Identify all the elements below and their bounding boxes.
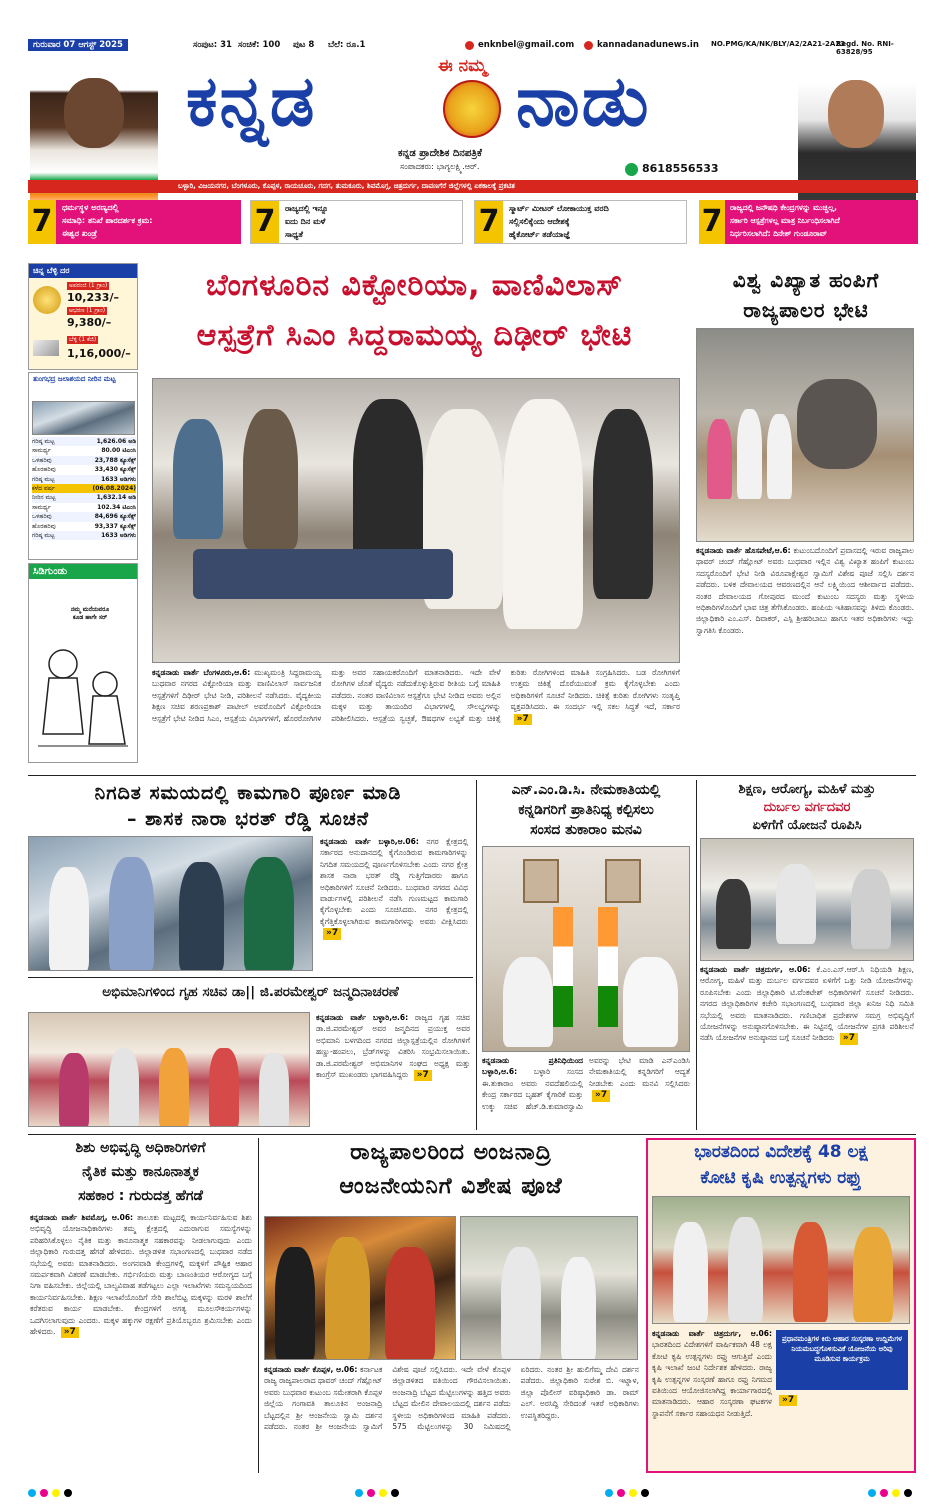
export-dateline: ಕನ್ನಡನಾಡು ವಾರ್ತೆ ಚಿತ್ರದುರ್ಗ, ಆ.06: — [652, 1329, 772, 1338]
export-continued-link[interactable]: »7 — [779, 1395, 797, 1406]
teaser-2-line-2: ಐದು ದಿನ ಮಳೆ — [285, 217, 326, 226]
bharath-continued-link[interactable]: »7 — [323, 928, 341, 939]
export-body — [652, 1328, 772, 1470]
teaser-3-line-1: ಸ್ಮಾರ್ಟ್ ಮೀಟರ್ ಲೋಕಾಯುಕ್ತ ವರದಿ — [509, 204, 609, 213]
child-continued-link[interactable]: »7 — [61, 1327, 79, 1338]
dam-stat-row — [32, 437, 136, 446]
dam-stat-label: ಗರಿಷ್ಠ ಮಟ್ಟ — [32, 532, 55, 540]
teaser-strip — [28, 200, 918, 244]
dam-stat-label: ಸಾಮರ್ಥ್ಯ — [32, 503, 51, 511]
dam-stat-label: ಗರಿಷ್ಠ ಮಟ್ಟ — [32, 475, 55, 483]
nmdc-body — [482, 1055, 690, 1130]
dam-stat-label: ಹೊರಹರಿವು — [32, 466, 56, 474]
parameshwar-continued-link[interactable]: »7 — [414, 1070, 432, 1081]
dam-stat-label: ನೀರಿನ ಮಟ್ಟ — [32, 494, 56, 502]
gold-22-value: 9,380/– — [67, 316, 112, 329]
gold-24-value: 10,233/– — [67, 291, 119, 304]
teaser-4-line-2: ಸರ್ಕಾರಿ ಆಸ್ಪತ್ರೆಗಳಲ್ಲ ಮಾತ್ರ ನಿರ್ಬಂಧಿಸಲಾಗಿದೆ — [730, 216, 840, 225]
teaser-1-number: 7 — [28, 200, 56, 244]
dam-stat-value: 93,337 ಕ್ಯೂಸೆಕ್ಸ್ — [94, 522, 136, 530]
silver-value: 1,16,000/– — [67, 347, 131, 360]
print-registration-center — [355, 1482, 403, 1501]
education-dateline: ಕನ್ನಡನಾಡು ವಾರ್ತೆ ಚಿತ್ರದುರ್ಗ, ಆ.06: — [700, 965, 811, 974]
section-divider-1 — [28, 775, 916, 776]
dam-stat-value: 102.34 ಟಿಎಂಸಿ — [97, 503, 136, 511]
dam-stat-value: 1,626.06 ಅಡಿ — [96, 438, 136, 445]
teaser-3-line-2: ಸಲ್ಲಿಸಲಿಕ್ಕೆಂದು ಆದೇಶಕ್ಕೆ — [509, 217, 570, 226]
lead-photo-hospital-visit — [152, 378, 680, 663]
dam-stat-row — [32, 456, 136, 465]
dam-stat-value: 84,696 ಕ್ಯೂಸೆಕ್ಸ್ — [94, 513, 136, 521]
dam-stat-value: 1633 ಅಡಿಗಳು — [101, 475, 136, 483]
export-body-extra — [776, 1394, 908, 1470]
nmdc-continued-link[interactable]: »7 — [592, 1090, 610, 1101]
export-headline-1[interactable]: ಭಾರತದಿಂದ ವಿದೇಶಕ್ಕೆ 48 ಲಕ್ಷ — [694, 1142, 868, 1162]
print-registration-right — [605, 1482, 653, 1501]
dam-stat-label: ಹೊರಹರಿವು — [32, 522, 56, 530]
email-icon — [465, 41, 474, 50]
dam-stat-value: (06.08.2024) — [92, 485, 136, 493]
teaser-4-number: 7 — [699, 200, 725, 244]
dam-stats — [32, 437, 136, 540]
rni-regn: Regd. No. RNI- 63828/95 — [836, 40, 894, 56]
print-registration-left — [28, 1482, 76, 1501]
export-highlight-box: ಪ್ರಧಾನಮಂತ್ರಿಗಳ ಕಿರು ಆಹಾರ ಸಂಸ್ಕರಣಾ ಉದ್ದಿಮೆಗಳ ನಿಯಮಬದ್ಧಗೊಳಿಸುವಿಕೆ ಯೋಜನೆಯ ಅರಿವು ಮೂಡಿಸುವ ಕಾರ್ಯಕ್ರಮ — [776, 1330, 908, 1390]
education-headline-3[interactable]: ಏಳಿಗೆಗೆ ಯೋಜನೆ ರೂಪಿಸಿ — [752, 818, 862, 833]
dam-stat-row — [32, 531, 136, 540]
bharath-body-text: ನಗರ ಕ್ಷೇತ್ರದಲ್ಲಿ ಸರ್ಕಾರದ ಅನುದಾನದಲ್ಲಿ ಕೈಗೊಂಡಿರುವ ಕಾಮಗಾರಿಗಳನ್ನು ನಿಗದಿತ ಸಮಯದಲ್ಲಿ ಪೂರ್ಣಗೊಳಿಸಬೇಕು ಎಂದು ನಗರ ಕ್ಷೇತ್ರ ಶಾಸಕ ನಾರಾ ಭರತ್ ರೆಡ್ಡಿ ಗುತ್ತಿಗೆದಾರರು ಹಾಗೂ ಅಧಿಕಾರಿಗಳಿಗೆ ಸೂಚನೆ ನೀಡಿದರು. ಬುಧವಾರ ನಗರದ ವಿವಿಧ ವಾರ್ಡುಗಳಲ್ಲಿ ಪರಿಶೀಲನೆ ನಡೆಸಿ ಗುಣಮಟ್ಟದ ಕಾಮಗಾರಿ ಕೈಗೊಳ್ಳಬೇಕು ಎಂದು ಸೂಚಿಸಿದರು. ನಗರ ಕ್ಷೇತ್ರದಲ್ಲಿ ಕೈಗೆತ್ತಿಕೊಳ್ಳಲಾಗಿರುವ ಕಾಮಗಾರಿಗಳನ್ನು ಅವರು ವೀಕ್ಷಿಸಿದರು — [320, 837, 468, 926]
issue-price: ಬೆಲೆ: ರೂ.1 — [328, 40, 366, 50]
cartoon-title: ಸಿಡಿಗುಂಡು — [29, 564, 137, 579]
nmdc-photo — [482, 846, 690, 1052]
gold-title: ಚಿನ್ನ ಬೆಳ್ಳಿ ದರ — [29, 264, 137, 278]
hampi-photo-elephant — [696, 328, 914, 542]
column-divider-anjanadri — [258, 1138, 259, 1473]
karnataka-map-emblem — [443, 80, 501, 138]
paper-title-left: ಕನ್ನಡ — [186, 60, 317, 142]
issue-date: ಗುರುವಾರ 07 ಆಗಸ್ಟ್ 2025 — [28, 39, 128, 51]
lead-continued-link[interactable]: »7 — [514, 714, 532, 725]
dam-stat-label: ಒಳಹರಿವು — [32, 513, 52, 521]
phone-icon — [625, 163, 638, 176]
dam-stat-label: ಸಾಮರ್ಥ್ಯ — [32, 447, 51, 455]
anjanadri-photo-steps — [460, 1216, 638, 1360]
lead-body — [152, 667, 680, 769]
anjanadri-body-text: ಕರ್ನಾಟಕ ರಾಜ್ಯ ರಾಜ್ಯಪಾಲರಾದ ಥಾವರ್ ಚಂದ್ ಗೆಹ್ಲೋಟ್ ಅವರು ಬುಧವಾರ ಕುಟುಂಬ ಸಮೇತರಾಗಿ ಕೊಪ್ಪಳ ಜಿಲ್ಲೆಯ ಗಂಗಾವತಿ ತಾಲೂಕಿನ ಅಂಜನಾದ್ರಿ ಬೆಟ್ಟದಲ್ಲಿನ ಶ್ರೀ ಆಂಜನೇಯ ಸ್ವಾಮಿ ದರ್ಶನ ಪಡೆದರು. ನಂತರ ಶ್ರೀ ಆಂಜನೇಯ ಸ್ವಾಮಿಗೆ ವಿಶೇಷ ಪೂಜೆ ಸಲ್ಲಿಸಿದರು. ಇದೇ ವೇಳೆ ಕೊಪ್ಪಳ ಜಿಲ್ಲಾಡಳಿತದ ವತಿಯಿಂದ ಗೌರವಿಸಲಾಯಿತು. ಅಂಜನಾದ್ರಿ ಬೆಟ್ಟದ ಮೆಟ್ಟಿಲುಗಳನ್ನು ಹತ್ತಿದ ಅವರು ಬೆಟ್ಟದ ಮೇಲಿನ ದೇವಾಲಯದಲ್ಲಿ ದರ್ಶನ ಪಡೆದು ಸ್ಥಳೀಯ ಅಧಿಕಾರಿಗಳಿಂದ ಮಾಹಿತಿ ಪಡೆದರು. 575 ಮೆಟ್ಟಿಲುಗಳನ್ನು 30 ನಿಮಿಷದಲ್ಲಿ ಏರಿದರು. ನಂತರ ಶ್ರೀ ಹುಲಿಗೆಮ್ಮ ದೇವಿ ದರ್ಶನ ಪಡೆದರು. ಜಿಲ್ಲಾಧಿಕಾರಿ ಸುರೇಶ ಬಿ. ಇಟ್ನಾಳ, ಜಿಲ್ಲಾ ಪೊಲೀಸ್ ವರಿಷ್ಠಾಧಿಕಾರಿ ಡಾ. ರಾಮ್ ಎಲ್. ಅರಸಿದ್ದಿ ಸೇರಿದಂತೆ ಇತರೆ ಅಧಿಕಾರಿಗಳು ಉಪಸ್ಥಿತರಿದ್ದರು. — [264, 1365, 639, 1432]
issue-number: ಸಂಚಿಕೆ: 100 — [238, 40, 281, 50]
dam-stat-row — [32, 484, 136, 493]
sidebar-cartoon-box — [28, 563, 138, 763]
dam-stat-label: ಒಳಹರಿವು — [32, 456, 52, 464]
masthead — [28, 38, 918, 248]
dam-stat-row — [32, 493, 136, 502]
postal-regn: NO.PMG/KA/NK/BLY/A2/2A21-2A23 — [711, 40, 846, 48]
cartoon-drawing — [33, 634, 133, 754]
anjanadri-photo-temple — [264, 1216, 456, 1360]
silver-bar-icon — [33, 340, 59, 356]
teaser-4[interactable] — [699, 200, 918, 244]
anjanadri-body — [264, 1364, 639, 1472]
nmdc-headline-3[interactable]: ಸಂಸದ ತುಕಾರಾಂ ಮನವಿ — [530, 822, 642, 838]
hampi-headline-1[interactable]: ವಿಶ್ವ ವಿಖ್ಯಾತ ಹಂಪಿಗೆ — [732, 268, 880, 292]
editions-strip: ಬಳ್ಳಾರಿ, ವಿಜಯನಗರ, ಬೆಂಗಳೂರು, ಕೊಪ್ಪಳ, ರಾಯಚೂರು, ಗದಗ, ತುಮಕೂರು, ಶಿವಮೊಗ್ಗ, ಚಿತ್ರದುರ್ಗ, ದಾವಣಗೆರೆ ಜಿಲ್ಲೆಗಳಲ್ಲಿ ಏಕಕಾಲಕ್ಕೆ ಪ್ರಕಟಿತ — [28, 180, 918, 193]
anjanadri-dateline: ಕನ್ನಡನಾಡು ವಾರ್ತೆ ಕೊಪ್ಪಳ, ಆ.06: — [264, 1365, 358, 1374]
sidebar-dam-box — [28, 372, 138, 560]
export-body-text: ಭಾರತದಿಂದ ವಿದೇಶಗಳಿಗೆ ವಾರ್ಷಿಕವಾಗಿ 48 ಲಕ್ಷ ಕೋಟಿ ಕೃಷಿ ಉತ್ಪನ್ನಗಳು ರಫ್ತು ಆಗುತ್ತಿವೆ ಎಂದು ಕೃಷಿ ಇಲಾಖೆ ಜಂಟಿ ನಿರ್ದೇಶಕ ಹೇಳಿದರು. ರಾಜ್ಯ ಕೃಷಿ ಉತ್ಪನ್ನಗಳ ಸಂಸ್ಕರಣೆ ಹಾಗೂ ರಫ್ತು ನಿಗಮದ ವತಿಯಿಂದ ಆಯೋಜಿಸಲಾಗಿದ್ದ ಕಾರ್ಯಾಗಾರದಲ್ಲಿ ಮಾತನಾಡಿದರು. ಆಹಾರ ಸಂಸ್ಕರಣಾ ಘಟಕಗಳ ಸ್ಥಾಪನೆಗೆ ಸರ್ಕಾರ ಸಹಾಯಧನ ನೀಡುತ್ತಿದೆ. — [652, 1340, 772, 1418]
dam-stat-value: 33,430 ಕ್ಯೂಸೆಕ್ಸ್ — [94, 466, 136, 474]
child-headline-2[interactable]: ನೈತಿಕ ಮತ್ತು ಕಾನೂನಾತ್ಮಕ — [82, 1164, 199, 1180]
web-icon — [584, 41, 593, 50]
column-divider-nmdc — [476, 780, 477, 1130]
anjanadri-headline-2[interactable]: ಆಂಜನೇಯನಿಗೆ ವಿಶೇಷ ಪೂಜೆ — [339, 1174, 563, 1199]
anjanadri-headline-1[interactable]: ರಾಜ್ಯಪಾಲರಿಂದ ಅಂಜನಾದ್ರಿ — [350, 1140, 552, 1165]
section-divider-3 — [28, 1134, 916, 1135]
phone-number[interactable]: 8618556533 — [642, 162, 719, 175]
dam-stat-row — [32, 446, 136, 455]
print-registration-far-right — [868, 1482, 916, 1501]
education-headline-1[interactable]: ಶಿಕ್ಷಣ, ಆರೋಗ್ಯ, ಮಹಿಳೆ ಮತ್ತು — [738, 782, 876, 797]
teaser-3-line-3: ಹೈಕೋರ್ಟ್ ತಡೆಯಾಜ್ಞೆ — [509, 230, 571, 239]
column-divider-education — [696, 780, 697, 1130]
child-body-text: ತಾಲೂಕು ಮಟ್ಟದಲ್ಲಿ ಕಾರ್ಯನಿರ್ವಹಿಸುವ ಶಿಶು ಅಭಿವೃದ್ಧಿ ಯೋಜನಾಧಿಕಾರಿಗಳು ತಮ್ಮ ಕ್ಷೇತ್ರದಲ್ಲಿ ಎದುರಾಗುವ ಸಮಸ್ಯೆಗಳನ್ನು ಪರಿಹರಿಸಿಕೊಳ್ಳಲು ನೈತಿಕ ಮತ್ತು ಕಾನೂನಾತ್ಮಕ ಸಹಕಾರವನ್ನು ನೀಡಲಾಗುವುದು ಎಂದು ಜಿಲ್ಲಾಧಿಕಾರಿ ಗುರುದತ್ತ ಹೆಗಡೆ ಹೇಳಿದರು. ಜಿಲ್ಲಾಡಳಿತ ಸಭಾಂಗಣದಲ್ಲಿ ಬುಧವಾರ ನಡೆದ ಸಭೆಯಲ್ಲಿ ಅವರು ಮಾತನಾಡಿದರು. ಅಂಗನವಾಡಿ ಕೇಂದ್ರಗಳಲ್ಲಿ ಮಕ್ಕಳಿಗೆ ಪೌಷ್ಟಿಕ ಆಹಾರ ಸಮರ್ಪಕವಾಗಿ ವಿತರಣೆ ಮಾಡಬೇಕು. ಗರ್ಭಿಣಿಯರು ಮತ್ತು ಬಾಣಂತಿಯರ ಆರೋಗ್ಯದ ಬಗ್ಗೆ ನಿಗಾ ವಹಿಸಬೇಕು. ಜಿಲ್ಲೆಯಲ್ಲಿ ಬಾಲ್ಯವಿವಾಹ ತಡೆಗಟ್ಟಲು ಎಲ್ಲಾ ಇಲಾಖೆಗಳು ಸಮನ್ವಯದಿಂದ ಕಾರ್ಯನಿರ್ವಹಿಸಬೇಕು. ಶಿಕ್ಷಣ ಇಲಾಖೆಯೊಂದಿಗೆ ಸೇರಿ ಶಾಲೆಬಿಟ್ಟ ಮಕ್ಕಳನ್ನು ಮರಳಿ ಶಾಲೆಗೆ ಕರೆತರುವ ಕಾರ್ಯ ಮಾಡಬೇಕು. ಕೇಂದ್ರಗಳಿಗೆ ಅಗತ್ಯ ಮೂಲಸೌಕರ್ಯಗಳನ್ನು ಒದಗಿಸಲಾಗುವುದು ಎಂದರು. ಮಕ್ಕಳ ಹಕ್ಕುಗಳ ರಕ್ಷಣೆಗೆ ಪ್ರತಿಯೊಬ್ಬರೂ ಶ್ರಮಿಸಬೇಕು ಎಂದು ಹೇಳಿದರು. — [30, 1213, 252, 1337]
nmdc-headline-2[interactable]: ಕನ್ನಡಿಗರಿಗೆ ಪ್ರಾತಿನಿಧ್ಯ ಕಲ್ಪಿಸಲು — [518, 802, 654, 818]
child-body — [30, 1212, 252, 1472]
dam-stat-value: 23,788 ಕ್ಯೂಸೆಕ್ಸ್ — [94, 456, 136, 464]
paper-title-right: ನಾಡು — [516, 60, 651, 142]
issue-pages: ಪುಟ 8 — [293, 40, 315, 50]
dam-stat-value: 1,632.14 ಅಡಿ — [96, 494, 136, 502]
website-link[interactable]: kannadanadunews.in — [597, 40, 699, 50]
child-headline-1[interactable]: ಶಿಶು ಅಭಿವೃದ್ಧಿ ಅಧಿಕಾರಿಗಳಿಗೆ — [75, 1140, 206, 1156]
gold-22-label: ಆಭರಣ (1 ಗ್ರಾಂ) — [69, 307, 106, 314]
parameshwar-body — [316, 1012, 470, 1130]
dam-stat-label: ಕಳೆದ ವರ್ಷ — [32, 485, 56, 493]
bharath-body — [320, 836, 468, 971]
parameshwar-body-text: ರಾಜ್ಯದ ಗೃಹ ಸಚಿವ ಡಾ.ಜಿ.ಪರಮೇಶ್ವರ್ ಅವರ ಜನ್ಮದಿನದ ಪ್ರಯುಕ್ತ ಅವರ ಅಭಿಮಾನಿ ಬಳಗದಿಂದ ನಗರದ ಜಿಲ್ಲಾಸ್ಪತ್ರೆಯಲ್ಲಿನ ರೋಗಿಗಳಿಗೆ ಹಣ್ಣು-ಹಂಪಲು, ಬ್ರೆಡ್‌ಗಳನ್ನು ವಿತರಿಸಿ ಸಂಭ್ರಮಿಸಲಾಯಿತು. ಡಾ.ಜಿ.ಪರಮೇಶ್ವರ್ ಅಭಿಮಾನಿಗಳ ಸಂಘದ ಅಧ್ಯಕ್ಷ ಮತ್ತು ಕಾಂಗ್ರೆಸ್ ಮುಖಂಡರು ಭಾಗವಹಿಸಿದ್ದರು — [316, 1013, 470, 1080]
teaser-1-line-2: ಸಮಾಧಿ: ತನಿಖೆ ಪಾರದರ್ಶಕ ಕ್ರಮ: — [62, 216, 153, 225]
teaser-3[interactable] — [474, 200, 687, 244]
lead-body-text: ಮುಖ್ಯಮಂತ್ರಿ ಸಿದ್ದರಾಮಯ್ಯ ಬುಧವಾರ ನಗರದ ವಿಕ್ಟೋರಿಯಾ ಮತ್ತು ವಾಣಿವಿಲಾಸ್ ಸಾರ್ವಜನಿಕ ಆಸ್ಪತ್ರೆಗಳಿಗೆ ದಿಢೀರ್ ಭೇಟಿ ನೀಡಿ, ಪರಿಶೀಲನೆ ನಡೆಸಿದರು. ವೈದ್ಯಕೀಯ ಶಿಕ್ಷಣ ಸಚಿವ ಶರಣಪ್ರಕಾಶ್ ಪಾಟೀಲ್ ಅವರೊಂದಿಗೆ ವಿಕ್ಟೋರಿಯಾ ಆಸ್ಪತ್ರೆಗೆ ಭೇಟಿ ನೀಡಿದ ಸಿಎಂ, ಆಸ್ಪತ್ರೆಯ ವಿಭಾಗಗಳಿಗೆ, ಹೊರರೋಗಿಗಳ ಮತ್ತು ಅವರ ಸಹಾಯಕರೊಂದಿಗೆ ಮಾತನಾಡಿದರು. ಇದೇ ವೇಳೆ ರೋಗಿಗಳ ಜೊತೆ ವೈದ್ಯರು ನಡೆದುಕೊಳ್ಳುತ್ತಿರುವ ರೀತಿಯ ಬಗ್ಗೆ ಮಾಹಿತಿ ಪಡೆದರು. ನಂತರ ವಾಣಿವಿಲಾಸ ಆಸ್ಪತ್ರೆಗೂ ಭೇಟಿ ನೀಡಿದ ಅವರು ಅಲ್ಲಿನ ಮಕ್ಕಳ ಮತ್ತು ತಾಯಂದಿರ ವಿಭಾಗಗಳಲ್ಲಿ ಸೌಲಭ್ಯಗಳನ್ನು ಪರಿಶೀಲಿಸಿದರು. ಆಸ್ಪತ್ರೆಯ ಸ್ವಚ್ಛತೆ, ಔಷಧಗಳ ಲಭ್ಯತೆ ಮತ್ತು ಚಿಕಿತ್ಸೆ ಕುರಿತು ರೋಗಿಗಳಿಂದ ಮಾಹಿತಿ ಸಂಗ್ರಹಿಸಿದರು. ಬಡ ರೋಗಿಗಳಿಗೆ ಉತ್ತಮ ಚಿಕಿತ್ಸೆ ದೊರೆಯುವಂತೆ ಕ್ರಮ ಕೈಗೊಳ್ಳಬೇಕು ಎಂದು ಅಧಿಕಾರಿಗಳಿಗೆ ಸೂಚನೆ ನೀಡಿದರು. ಚಿಕಿತ್ಸೆ ಕುರಿತು ರೋಗಿಗಳು ಸಂತೃಪ್ತಿ ವ್ಯಕ್ತಪಡಿಸಿದರು. ಈ ಸಂದರ್ಭ ಇಲ್ಲಿ ಸಕಲ ಸಿದ್ಧತೆ ಇದೆ, ಸರ್ಕಾರ — [152, 668, 680, 723]
child-headline-3[interactable]: ಸಹಕಾರ : ಗುರುದತ್ತ ಹೆಗಡೆ — [78, 1188, 203, 1204]
nmdc-dateline: ಕನ್ನಡನಾಡು ಪ್ರತಿನಿಧಿಯಿಂದ ಬಳ್ಳಾರಿ,ಆ.6: — [482, 1056, 583, 1077]
hampi-dateline: ಕನ್ನಡನಾಡು ವಾರ್ತೆ ಹೊಸಪೇಟೆ,ಆ.6: — [696, 546, 791, 555]
gold-coins-icon — [33, 286, 61, 314]
lead-headline-1[interactable]: ಬೆಂಗಳೂರಿನ ವಿಕ್ಟೋರಿಯಾ, ವಾಣಿವಿಲಾಸ್ — [205, 268, 624, 303]
section-divider-2 — [28, 977, 473, 978]
teaser-2[interactable] — [250, 200, 463, 244]
silver-label: ಬೆಳ್ಳಿ (1 ಕೆಜಿ) — [69, 336, 97, 343]
issue-volume: ಸಂಪುಟ: 31 — [193, 40, 232, 50]
education-headline-2[interactable]: ದುರ್ಬಲ ವರ್ಗದವರ — [763, 800, 851, 815]
dam-stat-row — [32, 522, 136, 531]
teaser-2-line-3: ಸಾಧ್ಯತೆ — [285, 230, 303, 239]
parameshwar-photo — [28, 1012, 310, 1127]
dam-stat-value: 1633 ಅಡಿಗಳು — [101, 532, 136, 540]
nmdc-headline-1[interactable]: ಎನ್.ಎಂ.ಡಿ.ಸಿ. ನೇಮಕಾತಿಯಲ್ಲಿ — [511, 782, 661, 798]
export-photo — [652, 1196, 910, 1324]
export-headline-2[interactable]: ಕೋಟಿ ಕೃಷಿ ಉತ್ಪನ್ನಗಳು ರಫ್ತು — [700, 1168, 862, 1188]
dam-stat-label: ಗರಿಷ್ಠ ಮಟ್ಟ — [32, 438, 55, 445]
teaser-4-line-1: ರಾಜ್ಯದಲ್ಲಿ ಜನೌಷಧಿ ಕೇಂದ್ರಗಳನ್ನು ಮುಚ್ಚಿಲ್ಲ, — [730, 203, 837, 212]
child-dateline: ಕನ್ನಡನಾಡು ವಾರ್ತೆ ಶಿವಮೊಗ್ಗ, ಆ.06: — [30, 1213, 134, 1222]
dam-stat-row — [32, 465, 136, 474]
education-body-text: ಕೆ.ಎಂ.ಎಸ್.ಆರ್.ಸಿ ನಿಧಿಯಡಿ ಶಿಕ್ಷಣ, ಆರೋಗ್ಯ, ಮಹಿಳೆ ಮತ್ತು ದುರ್ಬಲ ವರ್ಗದವರ ಏಳಿಗೆಗೆ ಒತ್ತು ನೀಡಿ ಯೋಜನೆಗಳನ್ನು ರೂಪಿಸಬೇಕು ಎಂದು ಜಿಲ್ಲಾಧಿಕಾರಿ ಟಿ.ವೆಂಕಟೇಶ್ ಅಧಿಕಾರಿಗಳಿಗೆ ಸೂಚನೆ ನೀಡಿದರು. ನಗರದ ಜಿಲ್ಲಾಧಿಕಾರಿಗಳ ಕಚೇರಿ ಸಭಾಂಗಣದಲ್ಲಿ ಬುಧವಾರ ಜಿಲ್ಲಾ ಖನಿಜ ನಿಧಿ ಸಮಿತಿ ಸಭೆಯಲ್ಲಿ ಅವರು ಮಾತನಾಡಿದರು. ಗಣಿಬಾಧಿತ ಪ್ರದೇಶಗಳ ಸಮಗ್ರ ಅಭಿವೃದ್ಧಿಗೆ ಯೋಜನೆಗಳನ್ನು ಅನುಷ್ಠಾನಗೊಳಿಸಬೇಕು. ಈ ನಿಟ್ಟಿನಲ್ಲಿ ಯೋಜನೆಗಳ ಪ್ರಗತಿ ಪರಿಶೀಲನೆ ನಡೆಸಿ ಯೋಜನೆಗಳ ಅನುಷ್ಠಾನದ ಬಗ್ಗೆ ಸೂಚನೆ ನೀಡಿದರು — [700, 965, 914, 1043]
dam-photo — [32, 401, 135, 435]
teaser-1[interactable] — [28, 200, 241, 244]
teaser-3-number: 7 — [475, 201, 503, 243]
education-photo — [700, 838, 914, 961]
lead-headline-2[interactable]: ಆಸ್ಪತ್ರೆಗೆ ಸಿಎಂ ಸಿದ್ದರಾಮಯ್ಯ ದಿಢೀರ್ ಭೇಟಿ — [196, 318, 633, 353]
bharath-headline-2[interactable]: – ಶಾಸಕ ನಾರಾ ಭರತ್ ರೆಡ್ಡಿ ಸೂಚನೆ — [126, 808, 370, 830]
sidebar-gold-box — [28, 263, 138, 370]
paper-subtitle: ಕನ್ನಡ ಪ್ರಾದೇಶಿಕ ದಿನಪತ್ರಿಕೆ — [398, 148, 482, 159]
parameshwar-headline[interactable]: ಅಭಿಮಾನಿಗಳಿಂದ ಗೃಹ ಸಚಿವ ಡಾ|| ಜಿ.ಪರಮೇಶ್ವರ್ ಜನ್ಮದಿನಾಚರಣೆ — [102, 984, 399, 1000]
teaser-1-line-3: ಈಶ್ವರ ಖಂಡ್ರೆ — [62, 229, 97, 238]
hampi-headline-2[interactable]: ರಾಜ್ಯಪಾಲರ ಭೇಟಿ — [743, 298, 869, 322]
nmdc-body-text: ಬಳ್ಳಾರಿ ಸಂಸದ ಈ.ತುಕಾರಾಂ ಅವರು ನವದೆಹಲಿಯಲ್ಲಿ ಕೇಂದ್ರ ಸರ್ಕಾರದ ಬೃಹತ್ ಕೈಗಾರಿಕೆ ಮತ್ತು ಉಕ್ಕು ಸಚಿವ ಹೆಚ್.ಡಿ.ಕುಮಾರಸ್ವಾಮಿ ಅವರನ್ನು ಭೇಟಿ ಮಾಡಿ ಎನ್‌ಎಂಡಿಸಿ ನೇಮಕಾತಿಯಲ್ಲಿ ಕನ್ನಡಿಗರಿಗೆ ಆದ್ಯತೆ ನೀಡಬೇಕು ಎಂದು ಮನವಿ ಸಲ್ಲಿಸಿದರು — [482, 1056, 690, 1111]
bharath-headline-1[interactable]: ನಿಗದಿತ ಸಮಯದಲ್ಲಿ ಕಾಮಗಾರಿ ಪೂರ್ಣ ಮಾಡಿ — [94, 782, 402, 804]
education-continued-link[interactable]: »7 — [840, 1033, 858, 1044]
paper-title-small: ಈ ನಮ್ಮ — [438, 56, 487, 76]
teaser-2-number: 7 — [251, 201, 279, 243]
teaser-1-line-1: ಧರ್ಮಸ್ಥಳ ಅರಣ್ಯದಲ್ಲಿ — [62, 203, 119, 212]
hampi-body — [696, 545, 914, 770]
hampi-body-text: ಕುಟುಂಬದೊಂದಿಗೆ ಪ್ರವಾಸದಲ್ಲಿ ಇರುವ ರಾಜ್ಯಪಾಲ ಥಾವರ್ ಚಂದ್ ಗೆಹ್ಲೋಟ್ ಅವರು ಬುಧವಾರ ಇಲ್ಲಿನ ವಿಶ್ವ ವಿಖ್ಯಾತ ಹಂಪಿಗೆ ಕುಟುಂಬ ಸದಸ್ಯರೊಂದಿಗೆ ಭೇಟಿ ನೀಡಿ ವಿರೂಪಾಕ್ಷೇಶ್ವರ ಸ್ವಾಮಿಗೆ ವಿಶೇಷ ಪೂಜೆ ಸಲ್ಲಿಸಿ ದರ್ಶನ ಪಡೆದರು. ಬಳಿಕ ದೇವಾಲಯದ ಆವರಣದಲ್ಲಿನ ಆನೆ ಲಕ್ಷ್ಮಿಯಿಂದ ಆಶೀರ್ವಾದ ಪಡೆದರು. ನಂತರ ದೇವಾಲಯದ ಗೋಪುರದ ಮುಂದೆ ಕುಟುಂಬ ಸದಸ್ಯರು ಮತ್ತು ಸ್ಥಳೀಯ ಅಧಿಕಾರಿಗಳೊಂದಿಗೆ ಭಾವ ಚಿತ್ರ ತೆಗೆಸಿಕೊಂಡರು. ಹಂಪಿಯ ಇತಿಹಾಸವನ್ನು ತಿಳಿದು ಕೊಂಡರು. ಜಿಲ್ಲಾಧಿಕಾರಿ ಎಂ.ಎಸ್. ದಿವಾಕರ್, ಎಸ್ಪಿ ಶ್ರೀಹರಿಬಾಬು ಹಾಗೂ ಇತರ ಅಧಿಕಾರಿಗಳು ಇದ್ದು ಸ್ವಾಗತಿಸಿ ಕೊಂಡರು. — [696, 546, 914, 635]
dam-stat-row — [32, 503, 136, 512]
dam-stat-row — [32, 475, 136, 484]
parameshwar-dateline: ಕನ್ನಡನಾಡು ವಾರ್ತೆ ಬಳ್ಳಾರಿ,ಆ.6: — [316, 1013, 409, 1022]
teaser-4-line-3: ನಿರ್ಧರಿಸಲಾಗಿದೆ: ದಿನೇಶ್ ಗುಂಡೂರಾವ್ — [730, 229, 828, 238]
gold-24-label: ಅಪರಂಜಿ (1 ಗ್ರಾಂ) — [69, 282, 108, 289]
email-link[interactable]: enknbel@gmail.com — [478, 40, 575, 50]
dam-title: ತುಂಗಭದ್ರ ಜಲಾಶಯದ ನೀರಿನ ಮಟ್ಟ — [33, 375, 116, 383]
lead-dateline: ಕನ್ನಡನಾಡು ವಾರ್ತೆ ಬೆಂಗಳೂರು,ಆ.6: — [152, 668, 251, 677]
dam-stat-value: 80.00 ಟಿಎಂಸಿ — [101, 447, 136, 455]
dam-stat-row — [32, 512, 136, 521]
cartoon-caption: ನಮ್ಮ ಮನೆಯವರೂ ಕೂಡ ಹಾಗೇ ಸರ್ — [70, 606, 110, 621]
education-body — [700, 964, 914, 1130]
bharath-dateline: ಕನ್ನಡನಾಡು ವಾರ್ತೆ ಬಳ್ಳಾರಿ,ಆ.06: — [320, 837, 419, 846]
bharath-photo — [28, 836, 313, 971]
issue-info-bar — [28, 38, 918, 54]
paper-editor: ಸಂಪಾದಕರು: ಭಾಗ್ಯಲಕ್ಷ್ಮಿ.ಆರ್. — [400, 162, 480, 171]
teaser-2-line-1: ರಾಜ್ಯದಲ್ಲಿ ಇನ್ನೂ — [285, 204, 329, 213]
